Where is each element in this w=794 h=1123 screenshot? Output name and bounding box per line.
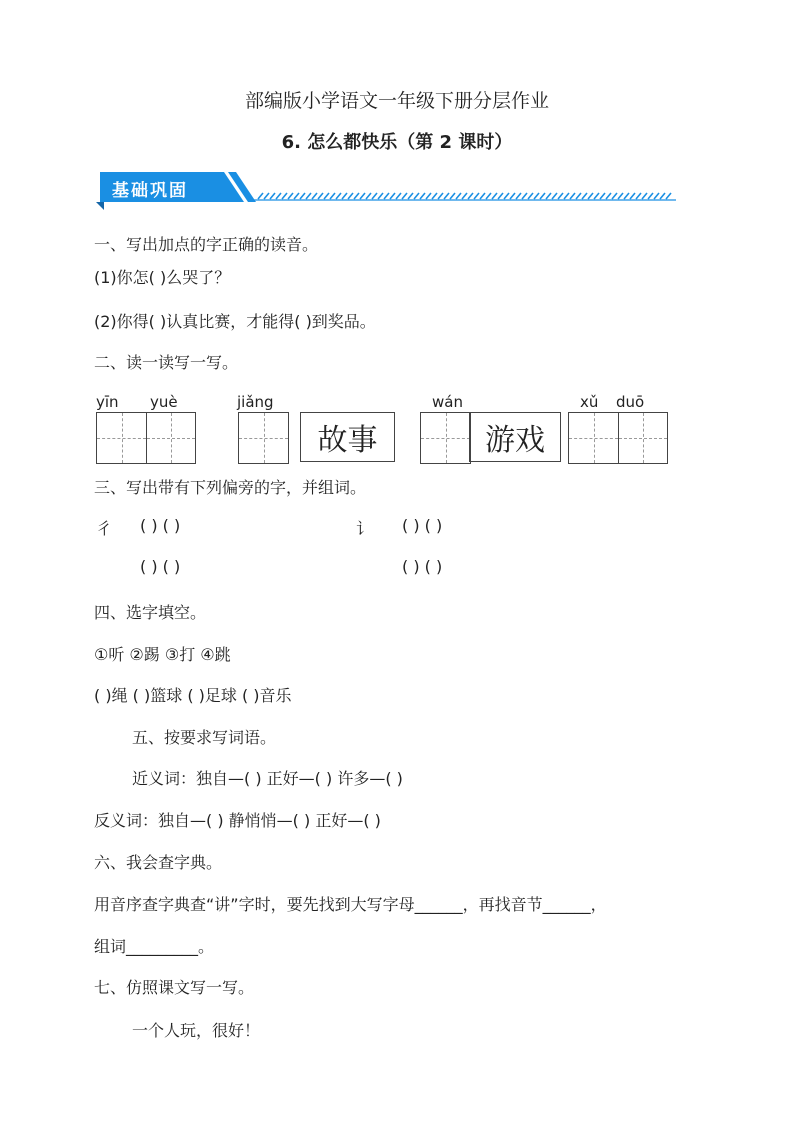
q4-heading: 四、选字填空。: [94, 603, 207, 622]
grid-cell[interactable]: [569, 413, 618, 463]
q1-heading: 一、写出加点的字正确的读音。: [94, 235, 319, 254]
word-box-gushi: 故事: [300, 412, 395, 462]
radical-yan: 讠: [356, 519, 373, 538]
q3-row2-left: ( ) ( ): [140, 557, 181, 576]
q3-row2-right: ( ) ( ): [402, 557, 443, 576]
q5-synonyms: 近义词：独自—( ) 正好—( ) 许多—( ): [132, 769, 403, 788]
pinyin-yin: yīn: [96, 393, 119, 411]
document-title: 部编版小学语文一年级下册分层作业: [244, 90, 549, 112]
radical-chi: 彳: [96, 519, 113, 538]
q1-line2: (2)你得( )认真比赛，才能得( )到奖品。: [94, 312, 376, 331]
q6-line1: 用音序查字典查“讲”字时，要先找到大写字母______，再找音节______，: [94, 895, 607, 914]
pinyin-wan: wán: [432, 393, 463, 411]
q3-row1-left: ( ) ( ): [140, 516, 181, 535]
q7-heading: 七、仿照课文写一写。: [94, 978, 255, 997]
q2-heading: 二、读一读写一写。: [94, 353, 239, 372]
grid-cell[interactable]: [239, 413, 288, 463]
q6-line2: 组词_________。: [94, 937, 215, 956]
q6-heading: 六、我会查字典。: [94, 853, 223, 872]
writing-grid-xuduo[interactable]: [568, 412, 668, 464]
pinyin-jiang: jiǎng: [237, 393, 274, 411]
writing-grid-yinyue[interactable]: [96, 412, 196, 464]
q5-antonyms: 反义词：独自—( ) 静悄悄—( ) 正好—( ): [94, 811, 381, 830]
q5-heading: 五、按要求写词语。: [132, 728, 277, 747]
pinyin-yue: yuè: [150, 393, 178, 411]
writing-grid-jiang[interactable]: [238, 412, 289, 464]
q1-line1: (1)你怎( )么哭了？: [94, 268, 231, 287]
grid-cell[interactable]: [146, 413, 195, 463]
lesson-subtitle: 6. 怎么都快乐（第 2 课时）: [281, 132, 513, 153]
word-box-youxi: 游戏: [469, 412, 561, 462]
q7-line1: 一个人玩，很好！: [132, 1021, 261, 1040]
section-banner: [94, 168, 678, 212]
pinyin-duo: duō: [616, 393, 645, 411]
pinyin-xu: xǔ: [580, 393, 599, 411]
writing-grid-wan[interactable]: [420, 412, 471, 464]
grid-cell[interactable]: [421, 413, 470, 463]
q3-row1-right: ( ) ( ): [402, 516, 443, 535]
q3-heading: 三、写出带有下列偏旁的字，并组词。: [94, 478, 367, 497]
grid-cell[interactable]: [97, 413, 146, 463]
q4-fill: ( )绳 ( )篮球 ( )足球 ( )音乐: [94, 686, 292, 705]
grid-cell[interactable]: [618, 413, 667, 463]
q4-options: ①听 ②踢 ③打 ④跳: [94, 645, 231, 664]
banner-label: 基础巩固: [112, 181, 188, 201]
